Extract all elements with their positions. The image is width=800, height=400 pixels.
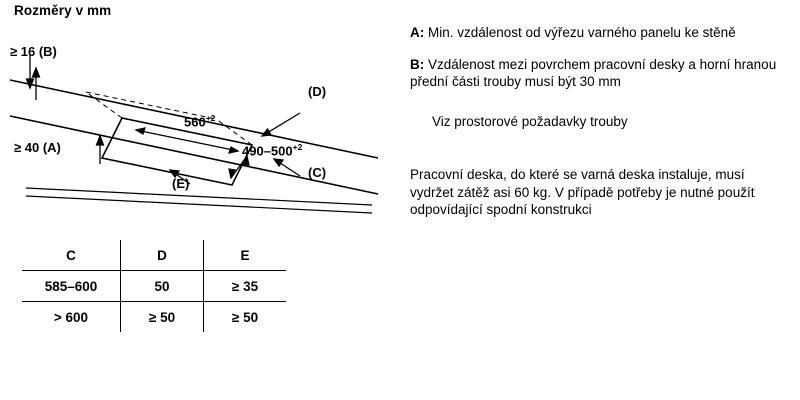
table-header-row [22, 240, 286, 271]
note-a-key: A: [410, 25, 425, 40]
label-min-40-a: ≥ 40 (A) [14, 140, 61, 155]
label-d: (D) [308, 84, 327, 99]
table-cell-e-1: ≥ 35 [204, 271, 287, 302]
label-width-560-tolerance: +2 [205, 113, 216, 123]
label-min-16-b: ≥ 16 (B) [10, 44, 57, 59]
note-a [410, 24, 790, 42]
table-row [22, 271, 286, 302]
table-cell-e-2: ≥ 50 [204, 302, 287, 333]
table-cell-c-1: 585–600 [22, 271, 121, 302]
table-cell-d-1: 50 [121, 271, 204, 302]
note-oven-requirements: Viz prostorové požadavky trouby [432, 113, 628, 129]
note-b [410, 56, 790, 91]
table-cell-c-2: > 600 [22, 302, 121, 333]
page-title: Rozměry v mm [14, 3, 112, 18]
label-e: (E) [172, 176, 190, 191]
label-depth-tolerance: +2 [292, 142, 303, 152]
table-header-c: C [22, 240, 121, 271]
table-header-d: D [121, 240, 204, 271]
label-c: (C) [308, 165, 327, 180]
table-cell-d-2: ≥ 50 [121, 302, 204, 333]
label-width-560 [184, 113, 215, 129]
label-depth-value: 490–500 [242, 143, 293, 159]
note-a-text: Min. vzdálenost od výřezu varného panelu ke stěně [428, 25, 736, 40]
note-worktop-load: Pracovní deska, do které se varná deska instaluje, musí vydržet zátěž asi 60 kg. V případě potřeby je nutné použít odpovídající spodní konstrukci [410, 167, 755, 217]
label-width-560-value: 560 [184, 114, 206, 130]
notes-column [410, 24, 790, 219]
dimension-table [22, 240, 286, 332]
note-b-key: B: [410, 56, 425, 72]
note-b-text: Vzdálenost mezi povrchem pracovní desky a horní hranou přední části trouby musí být 30 mm [410, 56, 777, 89]
table-header-e: E [204, 240, 287, 271]
table-row [22, 302, 286, 333]
label-depth-490-500 [242, 142, 302, 158]
